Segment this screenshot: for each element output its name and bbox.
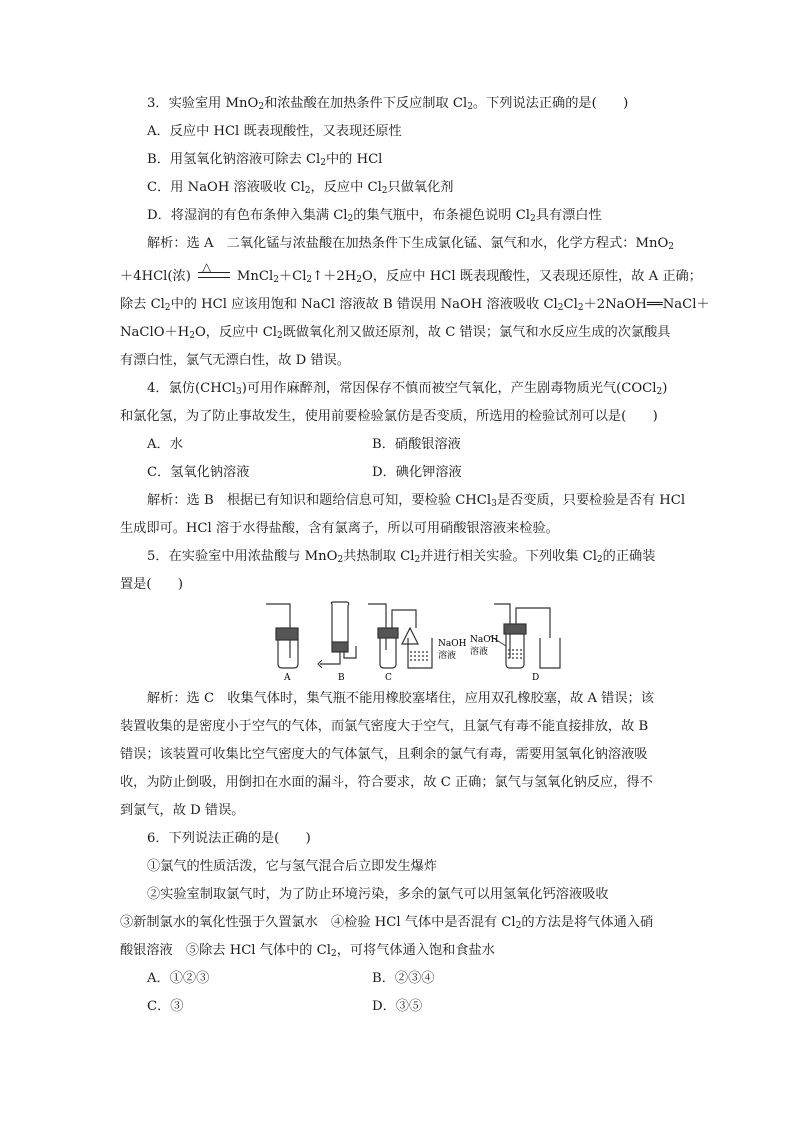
- q4-option-c: C．氢氧化钠溶液: [147, 465, 250, 480]
- solution-label-c: 溶液: [438, 651, 457, 661]
- q6-stem: 6．下列说法正确的是( ): [147, 831, 311, 846]
- heat-triangle-symbol: △: [202, 260, 212, 274]
- apparatus-d: [490, 604, 560, 668]
- q5-answer-line2: 装置收集的是密度小于空气的气体，而氯气密度大于空气，且氯气有毒不能直接排放，故 B: [120, 719, 649, 734]
- apparatus-b: [318, 602, 356, 668]
- q3-option-a: A．反应中 HCl 既表现酸性，又表现还原性: [147, 124, 402, 139]
- q3-stem: 3．实验室用 MnO$_2$和浓盐酸在加热条件下反应制取 $Cl_2$。下列说法正确的是( ): [147, 96, 629, 112]
- naoh-label-c: NaOH: [438, 639, 467, 649]
- q5-answer-line1: 解析：选 C 收集气体时，集气瓶不能用橡胶塞堵住，应用双孔橡胶塞，故 A 错误；该: [147, 691, 654, 706]
- q4-answer-line1: 解析：选 B 根据已有知识和题给信息可知，要检验 CHCl$_3$是否变质，只要检验是否有 HCl: [147, 493, 686, 509]
- q3-option-c: C．用 NaOH 溶液吸收 $Cl_2$，反应中 $Cl_2$只做氧化剂: [147, 180, 454, 196]
- q5-answer-line5: 到氯气，故 D 错误。: [120, 803, 245, 818]
- q4-stem-line1: 4．氯仿(CHCl$_3$)可用作麻醉剂，常因保存不慎而被空气氧化，产生剧毒物质光气(COCl$_2$): [147, 381, 668, 397]
- q6-statement-2: ②实验室制取氯气时，为了防止环境污染，多余的氯气可以用氢氧化钙溶液吸收: [147, 887, 609, 902]
- q3-answer-line4: $NaClO+H_2O$，反应中 $Cl_2$既做氧化剂又做还原剂，故 C 错误；氯气和水反应生成的次氯酸具: [120, 325, 671, 341]
- apparatus-c: [368, 604, 432, 668]
- q6-option-d: D．③⑤: [372, 999, 423, 1014]
- figure-label-a: A: [284, 673, 291, 682]
- q6-option-a: A．①②③: [147, 971, 210, 986]
- q6-statement-3-4: ③新制氯水的氧化性强于久置氯水 ④检验 HCl 气体中是否混有 $Cl_2$的方法是将气体通入硝: [120, 915, 654, 931]
- q3-answer-line2: ＋4HCl(浓) $MnCl_2+Cl_2↑+2H_2O$，反应中 HCl 既表现酸性，又表现还原性，故 A 正确；: [120, 269, 702, 285]
- q6-statement-4-5: 酸银溶液 ⑤除去 HCl 气体中的 $Cl_2$，可将气体通入饱和食盐水: [120, 943, 495, 959]
- apparatus-a: [266, 604, 298, 668]
- naoh-label-d: NaOH: [470, 635, 499, 645]
- q5-answer-line3: 错误；该装置可收集比空气密度大的气体氯气，且剩余的氯气有毒，需要用氢氧化钠溶液吸: [120, 747, 648, 762]
- q5-stem-line1: 5．在实验室中用浓盐酸与 MnO$_2$共热制取 $Cl_2$并进行相关实验。下列收集 $Cl_2$的正确装: [147, 549, 656, 565]
- gas-collection-apparatus-figure: [260, 598, 580, 682]
- q6-option-c: C．③: [147, 999, 184, 1014]
- q3-answer-line3: 除去 $Cl_2$中的 HCl 应该用饱和 NaCl 溶液故 B 错误用 NaOH 溶液吸收 $Cl_2Cl_2+2NaOH══NaCl+$: [120, 297, 710, 313]
- q4-option-d: D．碘化钾溶液: [372, 465, 462, 480]
- q6-statement-1: ①氯气的性质活泼，它与氢气混合后立即发生爆炸: [147, 859, 438, 874]
- q4-option-b: B．硝酸银溶液: [372, 437, 461, 452]
- figure-label-c: C: [385, 673, 392, 682]
- figure-label-d: D: [532, 673, 540, 682]
- q3-answer-line5: 有漂白性，氯气无漂白性，故 D 错误。: [120, 353, 350, 368]
- q3-option-b: B．用氢氧化钠溶液可除去 $Cl_2$中的 HCl: [147, 152, 383, 168]
- q4-answer-line2: 生成即可。HCl 溶于水得盐酸，含有氯离子，所以可用硝酸银溶液来检验。: [120, 521, 559, 536]
- q3-option-d: D．将湿润的有色布条伸入集满 $Cl_2$的集气瓶中，布条褪色说明 $Cl_2$具有漂白性: [147, 208, 602, 224]
- q3-answer-line1: 解析：选 A 二氧化锰与浓盐酸在加热条件下生成氯化锰、氯气和水，化学方程式：MnO$_2$: [147, 236, 675, 252]
- q6-option-b: B．②③④: [372, 971, 435, 986]
- figure-label-b: B: [338, 673, 345, 682]
- q4-option-a: A．水: [147, 437, 183, 452]
- q5-stem-line2: 置是( ): [120, 577, 184, 592]
- q5-answer-line4: 收，为防止倒吸，用倒扣在水面的漏斗，符合要求，故 C 正确；氯气与氢氧化钠反应，得不: [120, 775, 653, 790]
- solution-label-d: 溶液: [470, 647, 489, 657]
- q4-stem-line2: 和氯化氢，为了防止事故发生，使用前要检验氯仿是否变质，所选用的检验试剂可以是( ): [120, 409, 658, 424]
